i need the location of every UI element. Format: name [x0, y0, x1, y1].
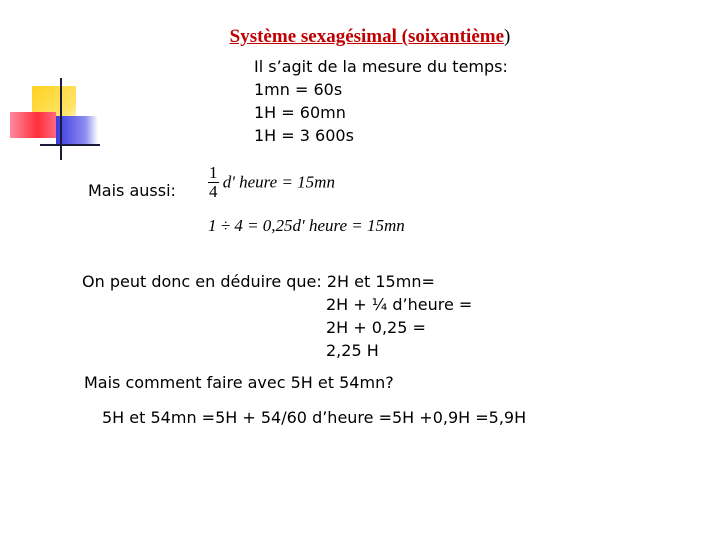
- intro-line: Il s’agit de la mesure du temps:: [254, 57, 508, 76]
- formula-division: 1 ÷ 4 = 0,25d' heure = 15mn: [208, 216, 405, 235]
- intro-line: 1mn = 60s: [254, 80, 343, 99]
- intro-block: [254, 55, 508, 147]
- logo-vertical-line: [60, 78, 62, 160]
- logo-blue-square: [56, 116, 98, 146]
- page-title: [0, 26, 720, 48]
- formula-quarter-hour: [208, 164, 335, 201]
- title-main: Système sexagésimal (soixantième: [229, 26, 505, 47]
- logo-red-square: [10, 112, 56, 138]
- deduction-line: 2H + 0,25 =: [326, 318, 426, 337]
- deduction-line: On peut donc en déduire que: 2H et 15mn=: [82, 272, 435, 291]
- deduction-line: 2H + ¼ d’heure =: [326, 295, 473, 314]
- deduction-line: 2,25 H: [326, 341, 379, 360]
- fraction-numerator: 1: [209, 163, 218, 182]
- formula1-text: d' heure = 15mn: [222, 172, 335, 192]
- mais-aussi-label: Mais aussi:: [88, 181, 176, 200]
- logo-horizontal-line: [40, 144, 100, 146]
- deduction-block: [82, 270, 472, 362]
- question-text: Mais comment faire avec 5H et 54mn?: [84, 373, 394, 392]
- intro-line: 1H = 60mn: [254, 103, 346, 122]
- intro-line: 1H = 3 600s: [254, 126, 354, 145]
- fraction-denominator: 4: [209, 182, 218, 201]
- fraction-one-quarter: [208, 164, 219, 201]
- title-paren: ): [504, 26, 511, 47]
- answer-text: 5H et 54mn =5H + 54/60 d’heure =5H +0,9H =5,9H: [102, 408, 527, 427]
- decorative-logo: [10, 78, 100, 163]
